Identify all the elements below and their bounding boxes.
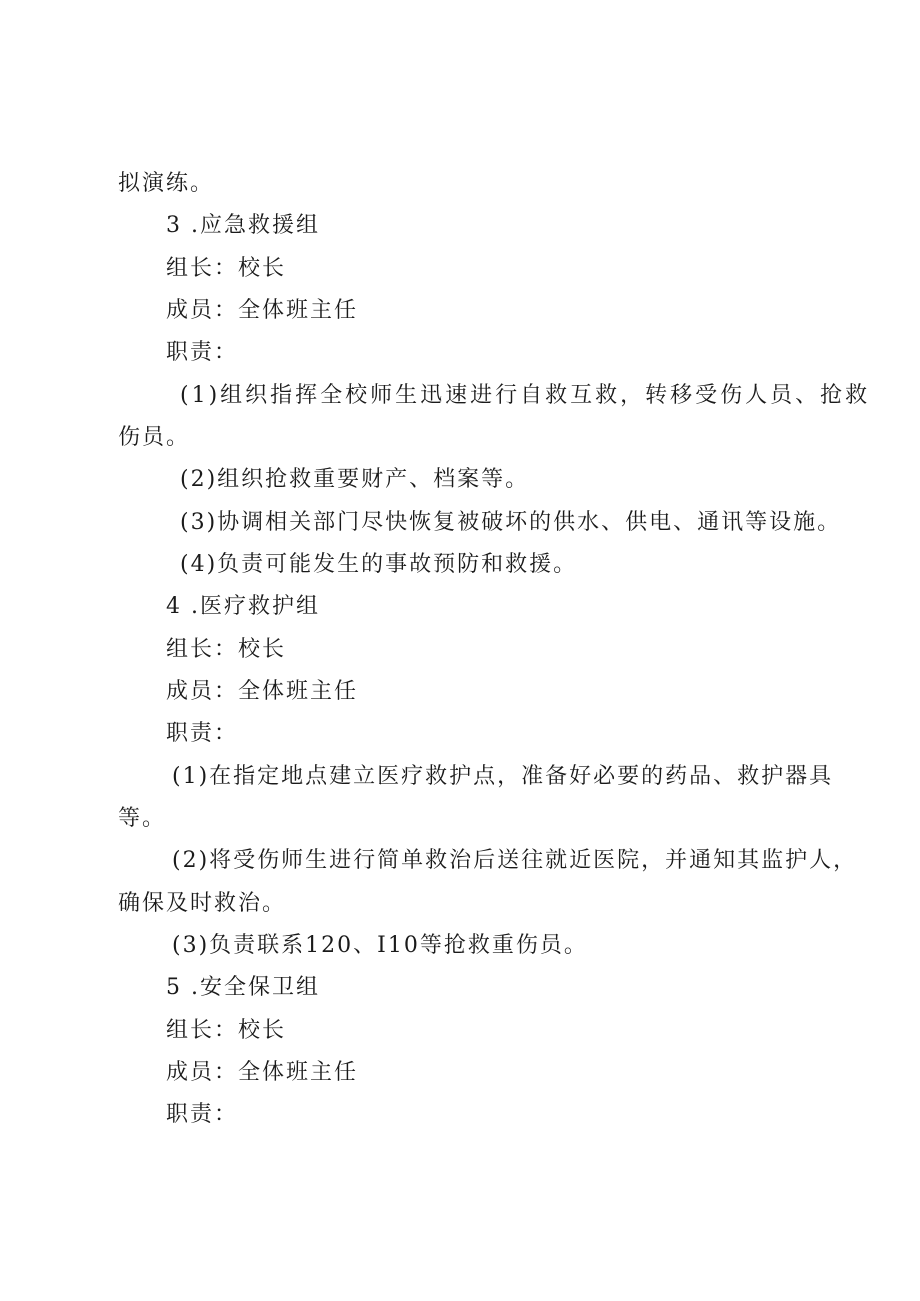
section-heading-medical-care: 4 .医疗救护组 (166, 594, 320, 619)
group-members-line: 成员：全体班主任 (166, 1060, 359, 1085)
duty-item-continuation: 伤员。 (118, 425, 191, 450)
duty-item: (1)在指定地点建立医疗救护点，准备好必要的药品、救护器具 (172, 764, 834, 789)
section-heading-security: 5 .安全保卫组 (166, 975, 320, 1000)
group-leader-line: 组长：校长 (166, 637, 287, 662)
duty-item: (3)协调相关部门尽快恢复被破坏的供水、供电、通讯等设施。 (180, 510, 842, 535)
duties-label: 职责： (166, 340, 239, 365)
duty-item: (1)组织指挥全校师生迅速进行自救互救，转移受伤人员、抢救 (180, 383, 871, 408)
section-heading-emergency-rescue: 3 .应急救援组 (166, 213, 320, 238)
duty-item: (4)负责可能发生的事故预防和救援。 (180, 552, 578, 577)
duties-label: 职责： (166, 1102, 239, 1127)
duty-item: (3)负责联系120、I10等抢救重伤员。 (172, 933, 588, 958)
duty-item: (2)组织抢救重要财产、档案等。 (180, 467, 530, 492)
duties-label: 职责： (166, 721, 239, 746)
paragraph-continuation: 拟演练。 (118, 171, 215, 196)
duty-item: (2)将受伤师生进行简单救治后送往就近医院，并通知其监护人， (172, 848, 858, 873)
group-leader-line: 组长：校长 (166, 1018, 287, 1043)
group-members-line: 成员：全体班主任 (166, 679, 359, 704)
duty-item-continuation: 确保及时救治。 (118, 891, 287, 916)
duty-item-continuation: 等。 (118, 806, 167, 831)
group-members-line: 成员：全体班主任 (166, 298, 359, 323)
group-leader-line: 组长：校长 (166, 256, 287, 281)
